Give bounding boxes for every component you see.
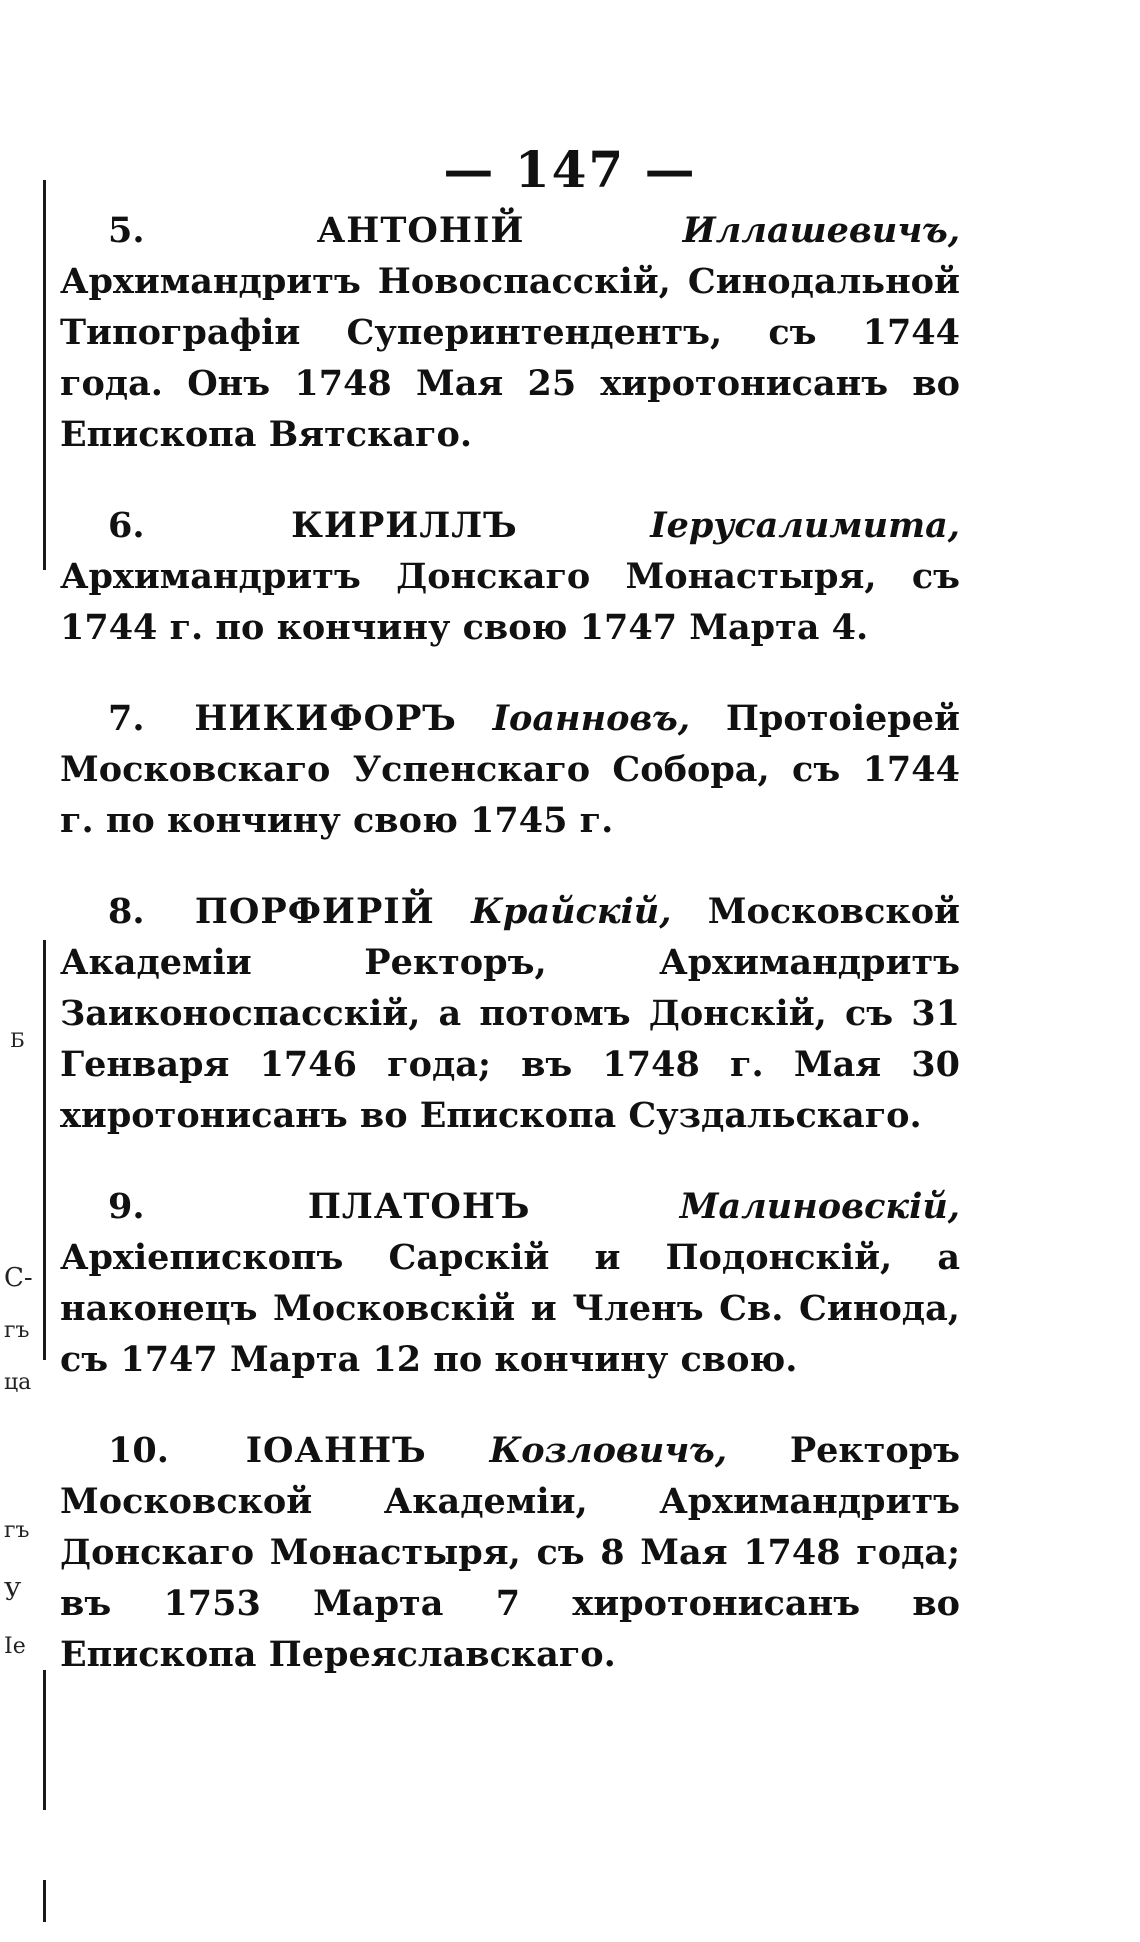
gutter-fragment: С- <box>4 1263 33 1293</box>
gutter-line-bottom <box>43 1880 46 1922</box>
list-item <box>60 693 960 846</box>
entry-surname: Іерусалимита, <box>650 505 960 546</box>
entry-surname: Малиновскій, <box>679 1186 960 1227</box>
gutter-fragment: У <box>4 1578 22 1606</box>
gutter-fragment: гъ <box>4 1518 30 1543</box>
entry-text: Ректоръ Московской Академіи, Архимандритъ Донскаго Монастыря, съ 8 Мая 1748 года; въ 1753 Марта 7 хиротонисанъ во Епископа Переяславскаго. <box>60 1430 961 1675</box>
entry-list <box>60 205 960 1720</box>
entry-text: Протоіерей Московскаго Успенскаго Собора, съ 1744 г. по кончину свою 1745 г. <box>60 698 960 841</box>
entry-text: Архимандритъ Новоспасскій, Синодальной Типографіи Суперинтендентъ, съ 1744 года. Онъ 1748 Мая 25 хиротонисанъ во Епископа Вятскаго. <box>60 261 960 455</box>
list-item <box>60 500 960 653</box>
entry-number: 10. <box>108 1430 169 1471</box>
entry-surname: Іоанновъ, <box>492 698 691 739</box>
entry-text: Архимандритъ Донскаго Монастыря, съ 1744 г. по кончину свою 1747 Марта 4. <box>60 556 960 648</box>
entry-surname: Козловичъ, <box>489 1430 728 1471</box>
gutter-fragment: Іе <box>4 1634 26 1659</box>
list-item <box>60 1425 960 1680</box>
gutter-line-middle <box>43 940 46 1360</box>
entry-name: АНТОНІЙ <box>316 210 525 251</box>
entry-name: ПЛАТОНЪ <box>307 1186 531 1227</box>
entry-number: 5. <box>108 210 145 251</box>
gutter-fragment: гъ <box>4 1318 30 1343</box>
gutter-fragment: Б <box>10 1028 25 1052</box>
entry-name: КИРИЛЛЪ <box>291 505 518 546</box>
entry-number: 6. <box>108 505 145 546</box>
entry-text: Московской Академіи Ректоръ, Архимандритъ Заиконоспасскій, а потомъ Донскій, съ 31 Генваря 1746 года; въ 1748 г. Мая 30 хиротонисанъ во Епископа Суздальскаго. <box>60 891 960 1136</box>
entry-surname: Крайскій, <box>471 891 672 932</box>
entry-name: НИКИФОРЪ <box>194 698 457 739</box>
entry-number: 9. <box>108 1186 145 1227</box>
gutter-line-lower <box>43 1670 46 1810</box>
gutter-fragment: ца <box>4 1370 32 1395</box>
entry-number: 8. <box>108 891 145 932</box>
list-item <box>60 205 960 460</box>
list-item <box>60 1181 960 1385</box>
entry-name: ПОРФИРІЙ <box>194 891 435 932</box>
page-number: — 147 — <box>443 140 697 199</box>
entry-text: Архіепископъ Сарскій и Подонскій, а наконецъ Московскій и Членъ Св. Синода, съ 1747 Марта 12 по кончину свою. <box>60 1237 960 1380</box>
entry-number: 7. <box>108 698 145 739</box>
list-item <box>60 886 960 1141</box>
entry-name: ІОАННЪ <box>245 1430 427 1471</box>
gutter-line-upper <box>43 180 46 570</box>
entry-surname: Иллашевичъ, <box>682 210 961 251</box>
